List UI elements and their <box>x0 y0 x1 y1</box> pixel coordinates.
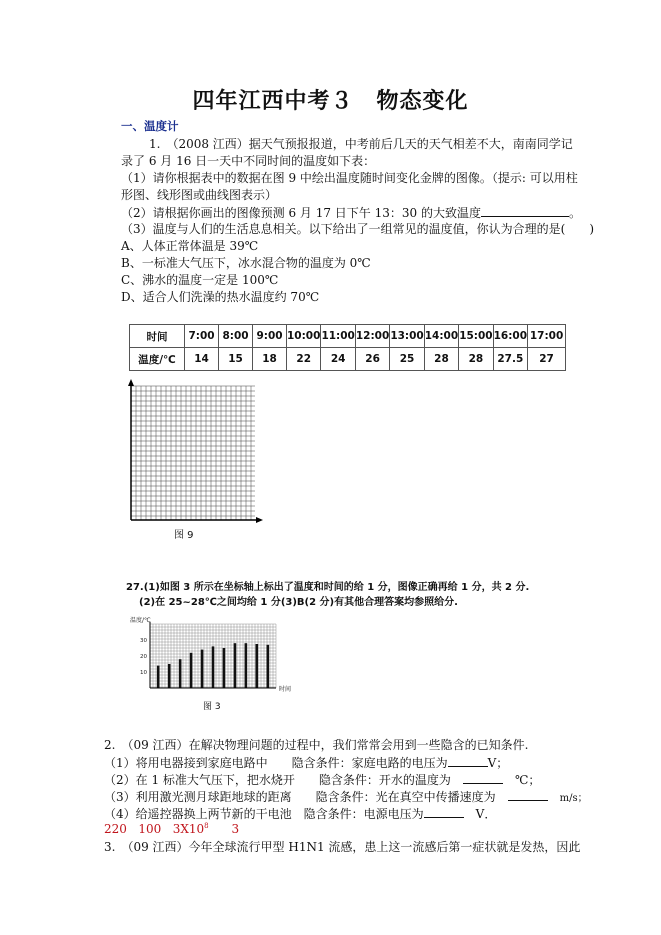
q2-item3-text: （3）利用激光测月球距地球的距离 隐含条件：光在真空中传播速度为 <box>104 790 496 804</box>
table-row-temp <box>130 348 566 371</box>
table-cell: 28 <box>424 348 458 371</box>
answer-blank[interactable] <box>481 204 569 217</box>
page-title: 四年江西中考３ 物态变化 <box>192 88 469 114</box>
bar <box>201 650 204 688</box>
q2-item4 <box>104 805 496 823</box>
bars <box>157 643 269 688</box>
table-cell: 17:00 <box>528 325 566 348</box>
q1-sub3: （3）温度与人们的生活息息相关。以下给出了一组常见的温度值，你认为合理的是( ) <box>121 222 595 236</box>
y-ticks <box>140 638 147 676</box>
table-cell: 25 <box>390 348 424 371</box>
bar <box>157 666 160 688</box>
table-cell: 9:00 <box>253 325 287 348</box>
q2-answer-2: 100 <box>138 822 162 836</box>
table-cell: 27.5 <box>493 348 527 371</box>
q2-heading-text: 在解决物理问题的过程中，我们常常会用到一些隐含的已知条件. <box>188 738 529 752</box>
table-cell: 12:00 <box>355 325 389 348</box>
bar <box>234 643 237 688</box>
figure9-grid <box>124 378 264 528</box>
q1-option-c: C、沸水的温度一定是 100℃ <box>121 273 279 287</box>
bar <box>212 646 215 688</box>
q2-item4-unit: V． <box>475 807 497 821</box>
q1-line1: 1. （2008 江西）据天气预报报道，中考前后几天的天气相差不大，南南同学记 <box>149 137 573 151</box>
bar <box>266 645 269 688</box>
table-cell: 10:00 <box>287 325 321 348</box>
answer-blank[interactable] <box>508 788 548 801</box>
bar <box>168 664 171 688</box>
chart-xlabel: 时间 <box>279 686 292 693</box>
table-cell: 13:00 <box>390 325 424 348</box>
table-cell: 14 <box>185 348 219 371</box>
q1-sub2-end: 。 <box>568 206 581 220</box>
q2-item1-unit: V； <box>487 756 509 770</box>
figure3-caption: 图 3 <box>203 702 221 712</box>
q2-heading <box>104 737 528 754</box>
q2-answers <box>104 822 239 836</box>
chart-ylabel: 温度/℃ <box>130 617 151 624</box>
q2-answer-3-exponent: 8 <box>204 822 209 830</box>
table-cell: 28 <box>459 348 493 371</box>
answer-line1: 27.(1)如图 3 所示在坐标轴上标出了温度和时间的给 1 分，图像正确再给 1 分，共 2 分. <box>126 582 530 593</box>
section-heading: 一、温度计 <box>121 119 179 133</box>
table-cell: 14:00 <box>424 325 458 348</box>
table-header-time: 时间 <box>130 325 185 348</box>
q1-option-a: A、人体正常体温是 39℃ <box>121 239 259 253</box>
q2-answer-3: 3X10 <box>172 822 205 836</box>
q2-item4-text: （4）给遥控器换上两节新的干电池 隐含条件：电源电压为 <box>104 807 424 821</box>
y-tick-label: 30 <box>140 638 147 644</box>
table-cell: 8:00 <box>219 325 253 348</box>
bar <box>245 643 248 688</box>
q2-item3-unit: m/s； <box>559 793 588 804</box>
y-axis-arrow-icon <box>128 379 134 386</box>
q1-sub1-a: （1）请你根据表中的数据在图 9 中绘出温度随时间变化金牌的图像。（提示: 可以用柱 <box>121 171 578 185</box>
q1-option-b: B、一标准大气压下，冰水混合物的温度为 0℃ <box>121 256 371 270</box>
q1-option-d: D、适合人们洗澡的热水温度约 70℃ <box>121 290 320 304</box>
temperature-table <box>129 324 566 371</box>
table-cell: 22 <box>287 348 321 371</box>
q2-source: （09 江西） <box>127 738 189 752</box>
table-cell: 24 <box>321 348 355 371</box>
q1-sub2 <box>121 204 581 222</box>
q2-item2-unit: ℃； <box>514 773 541 787</box>
table-cell: 27 <box>528 348 566 371</box>
q3-text: 3. （09 江西）今年全球流行甲型 H1N1 流感，患上这一流感后第一症状就是发热，因此 <box>104 840 581 854</box>
table-cell: 15 <box>219 348 253 371</box>
q1-sub2-text: （2）请根据你画出的图像预测 6 月 17 日下午 13：30 的大致温度 <box>121 206 481 220</box>
table-cell: 26 <box>355 348 389 371</box>
answer-blank[interactable] <box>463 771 503 784</box>
y-tick-label: 10 <box>140 670 147 676</box>
answer-blank[interactable] <box>424 805 464 818</box>
q2-item2 <box>104 771 540 789</box>
q1-line2: 录了 6 月 16 日一天中不同时间的温度如下表： <box>121 154 376 168</box>
table-header-temp: 温度/℃ <box>130 348 185 371</box>
table-cell: 18 <box>253 348 287 371</box>
answer-line2: (2)在 25~28℃之间均给 1 分(3)B(2 分)有其他合理答案均参照给分. <box>139 597 458 608</box>
q2-answer-4: 3 <box>231 822 240 836</box>
figure3-bar-chart <box>128 612 298 694</box>
q2-number: 2. <box>104 738 116 752</box>
q2-item1 <box>104 754 508 772</box>
q2-item1-text: （1）将用电器接到家庭电路中 隐含条件：家庭电路的电压为 <box>104 756 448 770</box>
y-tick-label: 20 <box>140 654 147 660</box>
table-cell: 7:00 <box>185 325 219 348</box>
q2-answer-1: 220 <box>104 822 127 836</box>
q1-sub1-b: 形图、线形图或曲线图表示） <box>121 188 278 202</box>
x-axis-arrow-icon <box>256 517 263 523</box>
grid-lines <box>131 386 255 520</box>
q2-item2-text: （2）在 1 标准大气压下，把水烧开 隐含条件：开水的温度为 <box>104 773 451 787</box>
table-cell: 15:00 <box>459 325 493 348</box>
figure9-caption: 图 9 <box>174 530 194 541</box>
table-row-time <box>130 325 566 348</box>
table-cell: 16:00 <box>493 325 527 348</box>
answer-blank[interactable] <box>448 754 488 767</box>
bar <box>256 644 259 688</box>
bar <box>223 648 226 688</box>
bar <box>179 659 182 688</box>
bar <box>190 653 193 688</box>
table-cell: 11:00 <box>321 325 355 348</box>
